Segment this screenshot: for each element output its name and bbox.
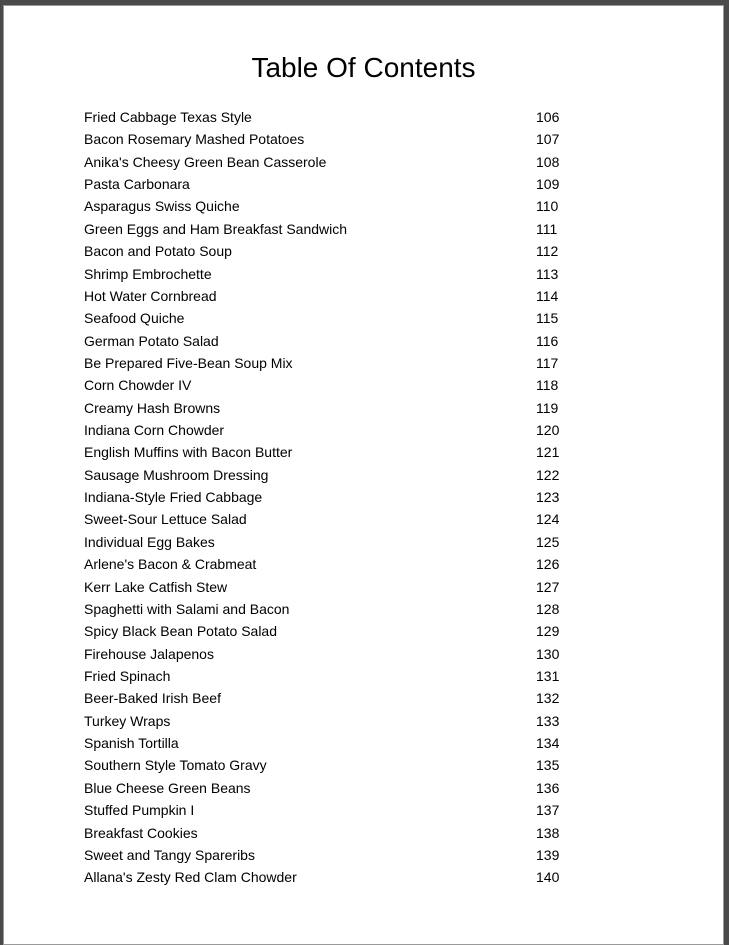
toc-entry[interactable] xyxy=(84,687,564,709)
toc-entry[interactable] xyxy=(84,822,564,844)
toc-entry-page: 125 xyxy=(536,533,560,550)
toc-entry[interactable] xyxy=(84,307,564,329)
toc-entry[interactable] xyxy=(84,531,564,553)
toc-entry[interactable] xyxy=(84,643,564,665)
toc-entry[interactable] xyxy=(84,777,564,799)
toc-entry-title: Indiana Corn Chowder xyxy=(84,422,225,439)
toc-entry-title: Beer-Baked Irish Beef xyxy=(84,690,221,707)
toc-entry-page: 120 xyxy=(536,422,560,439)
toc-entry[interactable] xyxy=(84,508,564,530)
page-title: Table Of Contents xyxy=(251,52,476,83)
toc-entry-title: German Potato Salad xyxy=(84,332,219,349)
toc-entry-title: Spanish Tortilla xyxy=(84,735,179,752)
toc-entry[interactable] xyxy=(84,330,564,352)
toc-entry[interactable] xyxy=(84,754,564,776)
document-page xyxy=(3,5,724,945)
toc-entry-title: Spicy Black Bean Potato Salad xyxy=(84,623,278,640)
toc-entry-title: Fried Spinach xyxy=(84,667,171,684)
toc-entry-page: 128 xyxy=(536,600,560,617)
toc-entry[interactable] xyxy=(84,173,564,195)
toc-entry-title: Asparagus Swiss Quiche xyxy=(84,198,240,215)
toc-entry[interactable] xyxy=(84,598,564,620)
toc-entry-title: Corn Chowder IV xyxy=(84,377,192,394)
toc-entry[interactable] xyxy=(84,464,564,486)
toc-entry-page: 130 xyxy=(536,645,560,662)
toc-entry-title: Blue Cheese Green Beans xyxy=(84,779,251,796)
toc-entry-page: 121 xyxy=(536,444,560,461)
toc-entry-page: 110 xyxy=(536,198,559,215)
toc-entry-page: 127 xyxy=(536,578,560,595)
toc-entry[interactable] xyxy=(84,128,564,150)
toc-entry-page: 112 xyxy=(536,243,559,260)
toc-list xyxy=(84,106,564,889)
toc-entry-page: 136 xyxy=(536,779,560,796)
toc-entry[interactable] xyxy=(84,441,564,463)
toc-entry-title: Bacon and Potato Soup xyxy=(84,243,232,260)
toc-entry[interactable] xyxy=(84,799,564,821)
toc-entry-page: 107 xyxy=(536,131,560,148)
toc-entry-page: 131 xyxy=(536,667,560,684)
toc-entry-title: Southern Style Tomato Gravy xyxy=(84,757,267,774)
toc-entry-page: 139 xyxy=(536,846,560,863)
toc-entry[interactable] xyxy=(84,576,564,598)
toc-entry-page: 134 xyxy=(536,735,560,752)
toc-entry[interactable] xyxy=(84,263,564,285)
toc-entry-title: Hot Water Cornbread xyxy=(84,287,217,304)
toc-entry[interactable] xyxy=(84,620,564,642)
toc-entry-title: Anika's Cheesy Green Bean Casserole xyxy=(84,153,327,170)
toc-entry[interactable] xyxy=(84,732,564,754)
toc-entry-page: 140 xyxy=(536,869,560,886)
toc-entry-title: Green Eggs and Ham Breakfast Sandwich xyxy=(84,220,348,237)
toc-entry-page: 114 xyxy=(536,287,559,304)
toc-entry-page: 132 xyxy=(536,690,560,707)
toc-entry[interactable] xyxy=(84,844,564,866)
toc-entry-page: 138 xyxy=(536,824,560,841)
toc-entry[interactable] xyxy=(84,240,564,262)
toc-entry-title: Creamy Hash Browns xyxy=(84,399,221,416)
toc-entry-page: 109 xyxy=(536,176,560,193)
toc-entry-title: Individual Egg Bakes xyxy=(84,533,215,550)
toc-entry-page: 111 xyxy=(536,220,558,237)
toc-entry-title: Shrimp Embrochette xyxy=(84,265,212,282)
toc-entry-page: 123 xyxy=(536,489,560,506)
toc-entry[interactable] xyxy=(84,106,564,128)
toc-entry-title: Allana's Zesty Red Clam Chowder xyxy=(84,869,297,886)
toc-entry-title: Turkey Wraps xyxy=(84,712,171,729)
toc-entry[interactable] xyxy=(84,553,564,575)
toc-entry-title: English Muffins with Bacon Butter xyxy=(84,444,293,461)
toc-entry-page: 119 xyxy=(536,399,559,416)
toc-entry-title: Fried Cabbage Texas Style xyxy=(84,109,252,125)
toc-entry-title: Seafood Quiche xyxy=(84,310,185,327)
toc-entry-title: Bacon Rosemary Mashed Potatoes xyxy=(84,131,305,148)
toc-entry[interactable] xyxy=(84,866,564,888)
toc-entry[interactable] xyxy=(84,397,564,419)
toc-entry-title: Stuffed Pumpkin I xyxy=(84,802,195,819)
toc-entry-page: 118 xyxy=(536,377,559,394)
toc-entry-title: Spaghetti with Salami and Bacon xyxy=(84,600,290,617)
toc-entry-page: 124 xyxy=(536,511,560,528)
toc-entry-title: Sausage Mushroom Dressing xyxy=(84,466,269,483)
toc-entry-page: 133 xyxy=(536,712,560,729)
toc-entry-page: 116 xyxy=(536,332,559,349)
toc-entry[interactable] xyxy=(84,285,564,307)
toc-entry-page: 108 xyxy=(536,153,560,170)
toc-entry[interactable] xyxy=(84,710,564,732)
toc-entry[interactable] xyxy=(84,419,564,441)
toc-entry-title: Firehouse Jalapenos xyxy=(84,645,214,662)
toc-entry-page: 115 xyxy=(536,310,559,327)
toc-entry-page: 126 xyxy=(536,556,560,573)
toc-entry[interactable] xyxy=(84,218,564,240)
toc-entry-page: 113 xyxy=(536,265,559,282)
toc-entry[interactable] xyxy=(84,195,564,217)
toc-entry[interactable] xyxy=(84,374,564,396)
toc-entry-title: Indiana-Style Fried Cabbage xyxy=(84,489,263,506)
toc-entry-page: 137 xyxy=(536,802,560,819)
toc-entry[interactable] xyxy=(84,151,564,173)
toc-entry-title: Kerr Lake Catfish Stew xyxy=(84,578,228,595)
toc-entry-page: 129 xyxy=(536,623,560,640)
toc-entry[interactable] xyxy=(84,486,564,508)
toc-entry-title: Sweet-Sour Lettuce Salad xyxy=(84,511,247,528)
toc-entry-page: 106 xyxy=(536,109,560,125)
toc-entry[interactable] xyxy=(84,665,564,687)
toc-entry-page: 117 xyxy=(536,354,559,371)
toc-entry[interactable] xyxy=(84,352,564,374)
toc-entry-page: 122 xyxy=(536,466,560,483)
toc-entry-title: Sweet and Tangy Spareribs xyxy=(84,846,255,863)
toc-entry-page: 135 xyxy=(536,757,560,774)
toc-entry-title: Arlene's Bacon & Crabmeat xyxy=(84,556,257,573)
toc-entry-title: Pasta Carbonara xyxy=(84,176,190,193)
toc-entry-title: Breakfast Cookies xyxy=(84,824,198,841)
toc-entry-title: Be Prepared Five-Bean Soup Mix xyxy=(84,354,293,371)
